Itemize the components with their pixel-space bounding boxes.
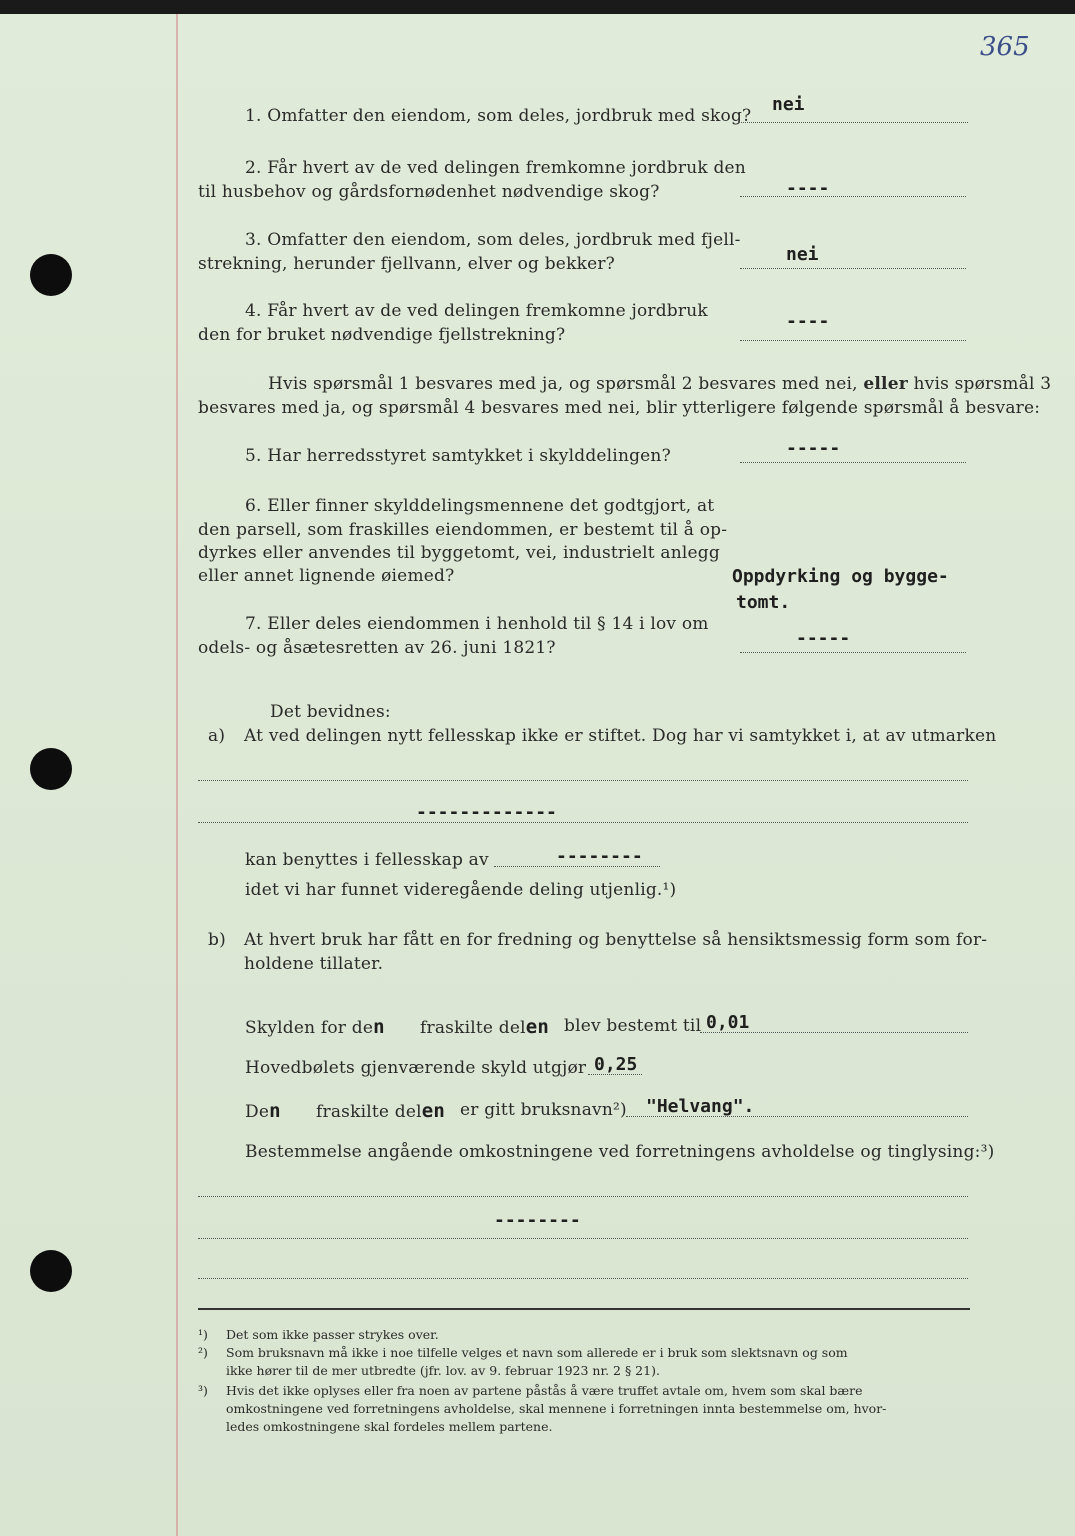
punch-hole	[30, 1250, 72, 1292]
answer-line	[740, 652, 966, 653]
answer-line	[740, 268, 966, 269]
instruction-text: hvis spørsmål 3	[907, 374, 1052, 394]
item-a-label: a)	[208, 726, 226, 746]
footnote-3-line-2: omkostningene ved forretningens avholdelse, skal mennene i forretningen innta bestemmelse om, hvor-	[226, 1401, 887, 1416]
footnote-2-line-1: Som bruksnavn må ikke i noe tilfelle velges et navn som allerede er i bruk som slektsnavn og som	[226, 1345, 848, 1360]
footnote-3-line-3: ledes omkostningene skal fordeles mellem partene.	[226, 1419, 553, 1434]
question-4-line-1: 4. Får hvert av de ved delingen fremkomne jordbruk	[245, 301, 708, 321]
skyld-line-3	[245, 1100, 281, 1122]
kan-benyttes-typed: --------	[556, 846, 643, 867]
skyld-typed-n: n	[269, 1100, 281, 1122]
skyld-line-2: Hovedbølets gjenværende skyld utgjør	[245, 1058, 587, 1078]
answer-1: nei	[772, 94, 805, 115]
answer-5: -----	[786, 438, 841, 459]
answer-line	[740, 196, 966, 197]
kan-benyttes-text: kan benyttes i fellesskap av	[245, 850, 489, 870]
item-a-typed: -------------	[416, 802, 557, 823]
footnote-1-mark: ¹)	[198, 1327, 208, 1342]
item-b-text-line-2: holdene tillater.	[244, 954, 384, 974]
hovedbol-value: 0,25	[594, 1054, 638, 1075]
answer-4: ----	[786, 311, 830, 332]
item-b-text-line-1: At hvert bruk har fått en for fredning og benyttelse så hensiktsmessig form som for-	[244, 930, 988, 950]
skyld-line-3-part-3: er gitt bruksnavn²)	[460, 1100, 627, 1120]
answer-line	[740, 462, 966, 463]
item-b-label: b)	[208, 930, 226, 950]
skyld-line-3-part-2	[316, 1100, 445, 1122]
idet-text: idet vi har funnet videregående deling utjenlig.¹)	[245, 880, 677, 900]
page-number: 365	[980, 32, 1030, 62]
instruction-emphasis: eller	[863, 374, 908, 394]
question-7-line-1: 7. Eller deles eiendommen i henhold til § 14 i lov om	[245, 614, 709, 634]
question-6-line-3: dyrkes eller anvendes til byggetomt, vei, industrielt anlegg	[198, 543, 720, 563]
document-page	[0, 14, 1075, 1536]
instruction-text: Hvis spørsmål 1 besvares med ja, og spørsmål 2 besvares med nei,	[268, 374, 864, 394]
bevidnes-heading: Det bevidnes:	[270, 702, 391, 722]
skyld-text: Skylden for de	[245, 1018, 374, 1038]
question-3-line-1: 3. Omfatter den eiendom, som deles, jordbruk med fjell-	[245, 230, 741, 250]
question-5: 5. Har herredsstyret samtykket i skylddelingen?	[245, 446, 671, 466]
footnote-2-mark: ²)	[198, 1345, 208, 1360]
instruction-line-1	[268, 374, 1051, 394]
question-4-line-2: den for bruket nødvendige fjellstrekning?	[198, 325, 566, 345]
question-1: 1. Omfatter den eiendom, som deles, jordbruk med skog?	[245, 106, 752, 126]
footnote-1: Det som ikke passer strykes over.	[226, 1327, 439, 1342]
skyld-line-1	[245, 1016, 385, 1038]
skyld-value: 0,01	[706, 1012, 750, 1033]
skyld-line-4: Bestemmelse angående omkostningene ved forretningens avholdelse og tinglysing:³)	[245, 1142, 995, 1162]
punch-hole	[30, 748, 72, 790]
fill-line	[198, 1196, 968, 1197]
skyld-typed-en: en	[421, 1100, 446, 1122]
fill-line	[198, 1238, 968, 1239]
punch-hole	[30, 254, 72, 296]
omkostning-typed: --------	[494, 1210, 581, 1231]
answer-3: nei	[786, 244, 819, 265]
answer-7: -----	[796, 628, 851, 649]
answer-line	[740, 340, 966, 341]
footnote-3-line-1: Hvis det ikke oplyses eller fra noen av partene påstås å være truffet avtale om, hvem som skal bære	[226, 1383, 863, 1398]
footnote-3-mark: ³)	[198, 1383, 208, 1398]
footnote-2-line-2: ikke hører til de mer utbredte (jfr. lov. av 9. februar 1923 nr. 2 § 21).	[226, 1363, 660, 1378]
answer-line	[738, 122, 968, 123]
question-6-line-1: 6. Eller finner skylddelingsmennene det godtgjort, at	[245, 496, 715, 516]
footnote-divider	[198, 1308, 970, 1310]
margin-line	[176, 14, 178, 1536]
skyld-line-1-part-3: blev bestemt til	[564, 1016, 702, 1036]
answer-6-line-1: Oppdyrking og bygge-	[732, 566, 949, 587]
answer-2: ----	[786, 178, 830, 199]
question-2-line-2: til husbehov og gårdsfornødenhet nødvendige skog?	[198, 182, 660, 202]
scan-top-border	[0, 0, 1075, 14]
skyld-line-1-part-2	[420, 1016, 549, 1038]
bruksnavn-value: "Helvang".	[646, 1096, 755, 1117]
question-6-line-4: eller annet lignende øiemed?	[198, 566, 455, 586]
question-6-line-2: den parsell, som fraskilles eiendommen, er bestemt til å op-	[198, 520, 728, 540]
fill-line	[198, 780, 968, 781]
skyld-text: De	[245, 1102, 270, 1122]
skyld-typed-en: en	[525, 1016, 550, 1038]
item-a-text: At ved delingen nytt fellesskap ikke er stiftet. Dog har vi samtykket i, at av utmarken	[244, 726, 997, 746]
question-3-line-2: strekning, herunder fjellvann, elver og bekker?	[198, 254, 615, 274]
answer-6-line-2: tomt.	[736, 592, 791, 613]
skyld-typed-n: n	[373, 1016, 385, 1038]
question-7-line-2: odels- og åsætesretten av 26. juni 1821?	[198, 638, 556, 658]
skyld-text: fraskilte del	[420, 1018, 526, 1038]
fill-line	[198, 1278, 968, 1279]
skyld-text: fraskilte del	[316, 1102, 422, 1122]
fill-line	[198, 822, 968, 823]
question-2-line-1: 2. Får hvert av de ved delingen fremkomne jordbruk den	[245, 158, 746, 178]
instruction-line-2: besvares med ja, og spørsmål 4 besvares med nei, blir ytterligere følgende spørsmål å besvare:	[198, 398, 1041, 418]
